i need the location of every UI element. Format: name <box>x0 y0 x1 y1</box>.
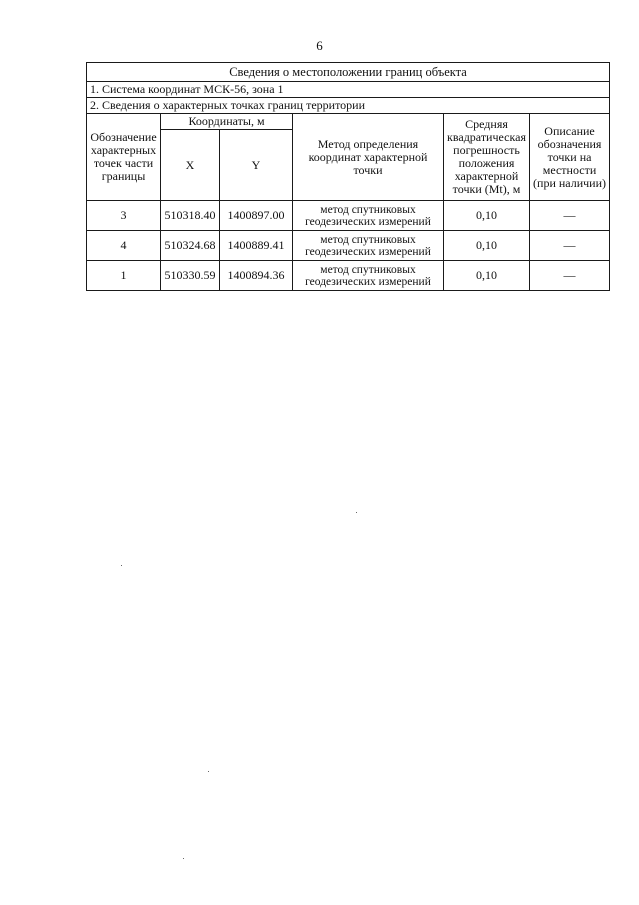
section-row <box>87 98 610 114</box>
page-number: 6 <box>316 38 323 53</box>
table-row <box>87 261 610 291</box>
header-description: Описание обозначения точки на местности (при наличии) <box>530 114 610 201</box>
cell-description: — <box>530 201 610 231</box>
header-coordinates: Координаты, м <box>161 114 293 130</box>
header-accuracy: Средняя квадратическая погрешность положения характерной точки (Mt), м <box>444 114 530 201</box>
table-row <box>87 201 610 231</box>
header-y: Y <box>220 130 293 201</box>
table-title-row <box>87 63 610 82</box>
table-title: Сведения о местоположении границ объекта <box>87 63 610 82</box>
cell-accuracy: 0,10 <box>444 201 530 231</box>
section-row <box>87 82 610 98</box>
cell-y: 1400889.41 <box>220 231 293 261</box>
cell-point: 1 <box>87 261 161 291</box>
scan-speck <box>356 512 357 513</box>
characteristic-points-line: 2. Сведения о характерных точках границ территории <box>87 98 610 114</box>
cell-point: 4 <box>87 231 161 261</box>
cell-accuracy: 0,10 <box>444 231 530 261</box>
cell-description: — <box>530 261 610 291</box>
cell-point: 3 <box>87 201 161 231</box>
cell-accuracy: 0,10 <box>444 261 530 291</box>
cell-method: метод спутниковых геодезических измерений <box>293 201 444 231</box>
cell-y: 1400897.00 <box>220 201 293 231</box>
header-method: Метод определения координат характерной точки <box>293 114 444 201</box>
cell-method: метод спутниковых геодезических измерений <box>293 231 444 261</box>
scan-speck <box>183 858 184 859</box>
header-point-designation: Обозначение характерных точек части границы <box>87 114 161 201</box>
scan-speck <box>208 771 209 772</box>
cell-x: 510318.40 <box>161 201 220 231</box>
scan-speck <box>121 565 122 566</box>
cell-x: 510330.59 <box>161 261 220 291</box>
cell-y: 1400894.36 <box>220 261 293 291</box>
coordinate-system-line: 1. Система координат МСК-56, зона 1 <box>87 82 610 98</box>
header-x: X <box>161 130 220 201</box>
cell-description: — <box>530 231 610 261</box>
table-row <box>87 231 610 261</box>
cell-method: метод спутниковых геодезических измерений <box>293 261 444 291</box>
cell-x: 510324.68 <box>161 231 220 261</box>
header-row <box>87 114 610 130</box>
boundary-coordinates-table <box>86 62 610 291</box>
